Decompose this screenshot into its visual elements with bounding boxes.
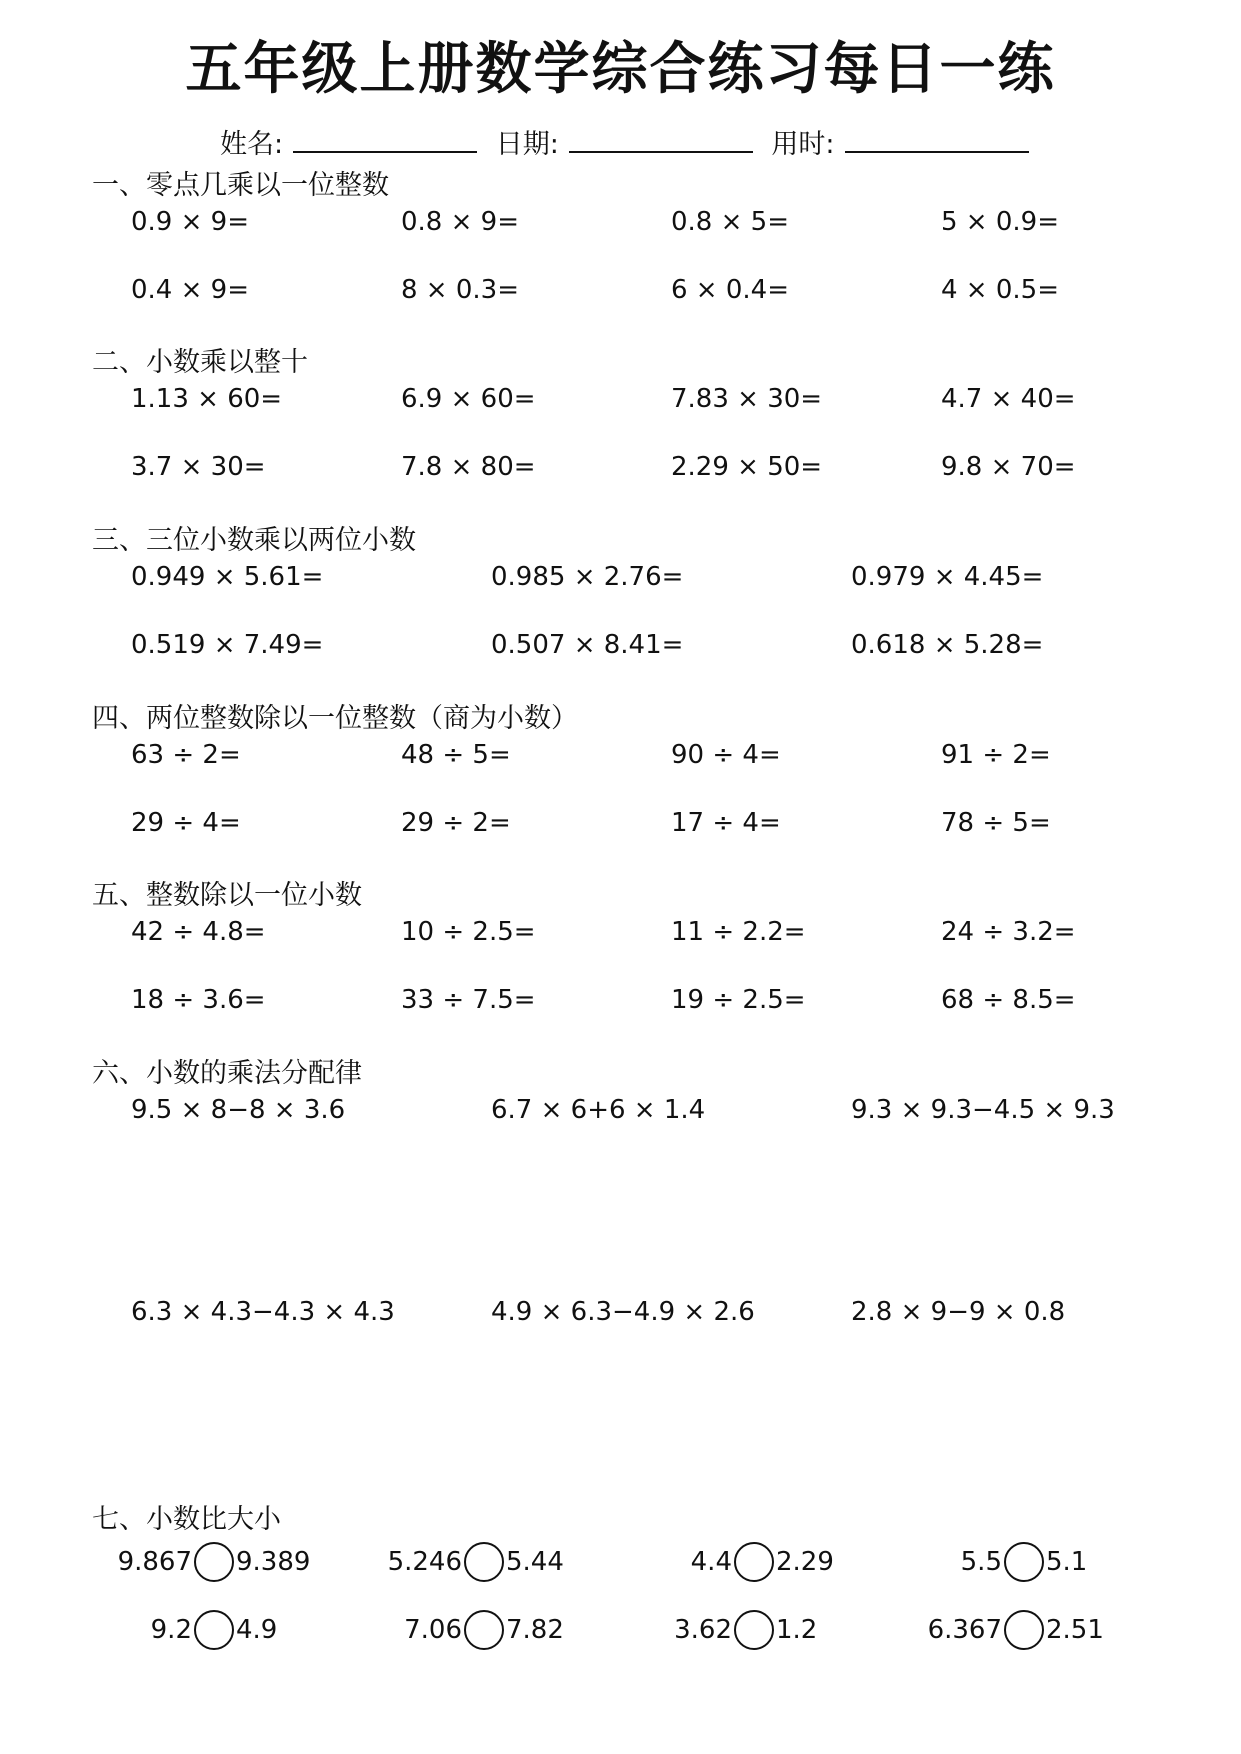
time-blank[interactable] bbox=[845, 123, 1029, 153]
problem: 8 × 0.3= bbox=[401, 275, 519, 305]
problem: 9.5 × 8−8 × 3.6 bbox=[131, 1095, 346, 1125]
compare-item bbox=[370, 1610, 564, 1650]
problem: 33 ÷ 7.5= bbox=[401, 985, 536, 1015]
problem: 6 × 0.4= bbox=[671, 275, 789, 305]
problem: 2.29 × 50= bbox=[671, 452, 823, 482]
problem: 10 ÷ 2.5= bbox=[401, 917, 536, 947]
problem: 4 × 0.5= bbox=[941, 275, 1059, 305]
problem: 9.8 × 70= bbox=[941, 452, 1076, 482]
time-label: 用时: bbox=[771, 129, 835, 160]
compare-circle[interactable] bbox=[194, 1542, 234, 1582]
problem: 5 × 0.9= bbox=[941, 207, 1059, 237]
problem: 0.519 × 7.49= bbox=[131, 630, 324, 660]
compare-right-value: 5.1 bbox=[1046, 1547, 1088, 1577]
problem: 90 ÷ 4= bbox=[671, 740, 781, 770]
problem: 0.507 × 8.41= bbox=[491, 630, 684, 660]
problem: 63 ÷ 2= bbox=[131, 740, 241, 770]
problem: 29 ÷ 4= bbox=[131, 808, 241, 838]
problem: 48 ÷ 5= bbox=[401, 740, 511, 770]
problem: 4.9 × 6.3−4.9 × 2.6 bbox=[491, 1297, 755, 1327]
problem: 11 ÷ 2.2= bbox=[671, 917, 806, 947]
section-6-title: 六、小数的乘法分配律 bbox=[92, 1058, 362, 1089]
compare-item bbox=[100, 1610, 277, 1650]
problem: 6.9 × 60= bbox=[401, 384, 536, 414]
problem: 18 ÷ 3.6= bbox=[131, 985, 266, 1015]
compare-left-value: 9.867 bbox=[117, 1547, 192, 1577]
compare-left-value: 4.4 bbox=[690, 1547, 732, 1577]
compare-item bbox=[910, 1610, 1104, 1650]
compare-left-value: 5.246 bbox=[387, 1547, 462, 1577]
compare-circle[interactable] bbox=[194, 1610, 234, 1650]
problem: 0.9 × 9= bbox=[131, 207, 249, 237]
problem: 9.3 × 9.3−4.5 × 9.3 bbox=[851, 1095, 1115, 1125]
problem: 17 ÷ 4= bbox=[671, 808, 781, 838]
problem: 68 ÷ 8.5= bbox=[941, 985, 1076, 1015]
section-7-title: 七、小数比大小 bbox=[92, 1504, 281, 1535]
problem: 7.83 × 30= bbox=[671, 384, 823, 414]
compare-left-value: 6.367 bbox=[927, 1615, 1002, 1645]
problem: 0.8 × 9= bbox=[401, 207, 519, 237]
problem: 1.13 × 60= bbox=[131, 384, 283, 414]
compare-left-value: 3.62 bbox=[674, 1615, 732, 1645]
compare-item bbox=[370, 1542, 564, 1582]
section-2-title: 二、小数乘以整十 bbox=[92, 347, 308, 378]
section-5-title: 五、整数除以一位小数 bbox=[92, 880, 362, 911]
name-blank[interactable] bbox=[293, 123, 477, 153]
date-blank[interactable] bbox=[569, 123, 753, 153]
compare-item bbox=[100, 1542, 310, 1582]
compare-right-value: 5.44 bbox=[506, 1547, 564, 1577]
problem: 78 ÷ 5= bbox=[941, 808, 1051, 838]
problem: 2.8 × 9−9 × 0.8 bbox=[851, 1297, 1066, 1327]
problem: 29 ÷ 2= bbox=[401, 808, 511, 838]
problem: 0.4 × 9= bbox=[131, 275, 249, 305]
problem: 3.7 × 30= bbox=[131, 452, 266, 482]
problem: 0.618 × 5.28= bbox=[851, 630, 1044, 660]
compare-right-value: 2.51 bbox=[1046, 1615, 1104, 1645]
compare-right-value: 4.9 bbox=[236, 1615, 278, 1645]
compare-circle[interactable] bbox=[1004, 1542, 1044, 1582]
problem: 0.8 × 5= bbox=[671, 207, 789, 237]
problem: 19 ÷ 2.5= bbox=[671, 985, 806, 1015]
compare-item bbox=[910, 1542, 1087, 1582]
section-1-title: 一、零点几乘以一位整数 bbox=[92, 170, 389, 201]
problem: 91 ÷ 2= bbox=[941, 740, 1051, 770]
problem: 0.985 × 2.76= bbox=[491, 562, 684, 592]
worksheet-title: 五年级上册数学综合练习每日一练 bbox=[185, 37, 1056, 102]
date-label: 日期: bbox=[495, 129, 559, 160]
problem: 7.8 × 80= bbox=[401, 452, 536, 482]
compare-circle[interactable] bbox=[464, 1610, 504, 1650]
problem: 0.979 × 4.45= bbox=[851, 562, 1044, 592]
compare-right-value: 2.29 bbox=[776, 1547, 834, 1577]
compare-circle[interactable] bbox=[734, 1610, 774, 1650]
compare-circle[interactable] bbox=[1004, 1610, 1044, 1650]
section-3-title: 三、三位小数乘以两位小数 bbox=[92, 525, 416, 556]
compare-item bbox=[640, 1542, 834, 1582]
compare-circle[interactable] bbox=[464, 1542, 504, 1582]
problem: 6.7 × 6+6 × 1.4 bbox=[491, 1095, 706, 1125]
section-4-title: 四、两位整数除以一位整数（商为小数） bbox=[92, 703, 578, 734]
compare-left-value: 7.06 bbox=[404, 1615, 462, 1645]
compare-left-value: 9.2 bbox=[150, 1615, 192, 1645]
problem: 24 ÷ 3.2= bbox=[941, 917, 1076, 947]
problem: 0.949 × 5.61= bbox=[131, 562, 324, 592]
compare-right-value: 7.82 bbox=[506, 1615, 564, 1645]
compare-left-value: 5.5 bbox=[960, 1547, 1002, 1577]
student-info-line bbox=[220, 123, 1039, 165]
compare-item bbox=[640, 1610, 817, 1650]
name-label: 姓名: bbox=[220, 129, 284, 160]
compare-right-value: 1.2 bbox=[776, 1615, 818, 1645]
problem: 6.3 × 4.3−4.3 × 4.3 bbox=[131, 1297, 395, 1327]
compare-right-value: 9.389 bbox=[236, 1547, 311, 1577]
problem: 42 ÷ 4.8= bbox=[131, 917, 266, 947]
compare-circle[interactable] bbox=[734, 1542, 774, 1582]
problem: 4.7 × 40= bbox=[941, 384, 1076, 414]
